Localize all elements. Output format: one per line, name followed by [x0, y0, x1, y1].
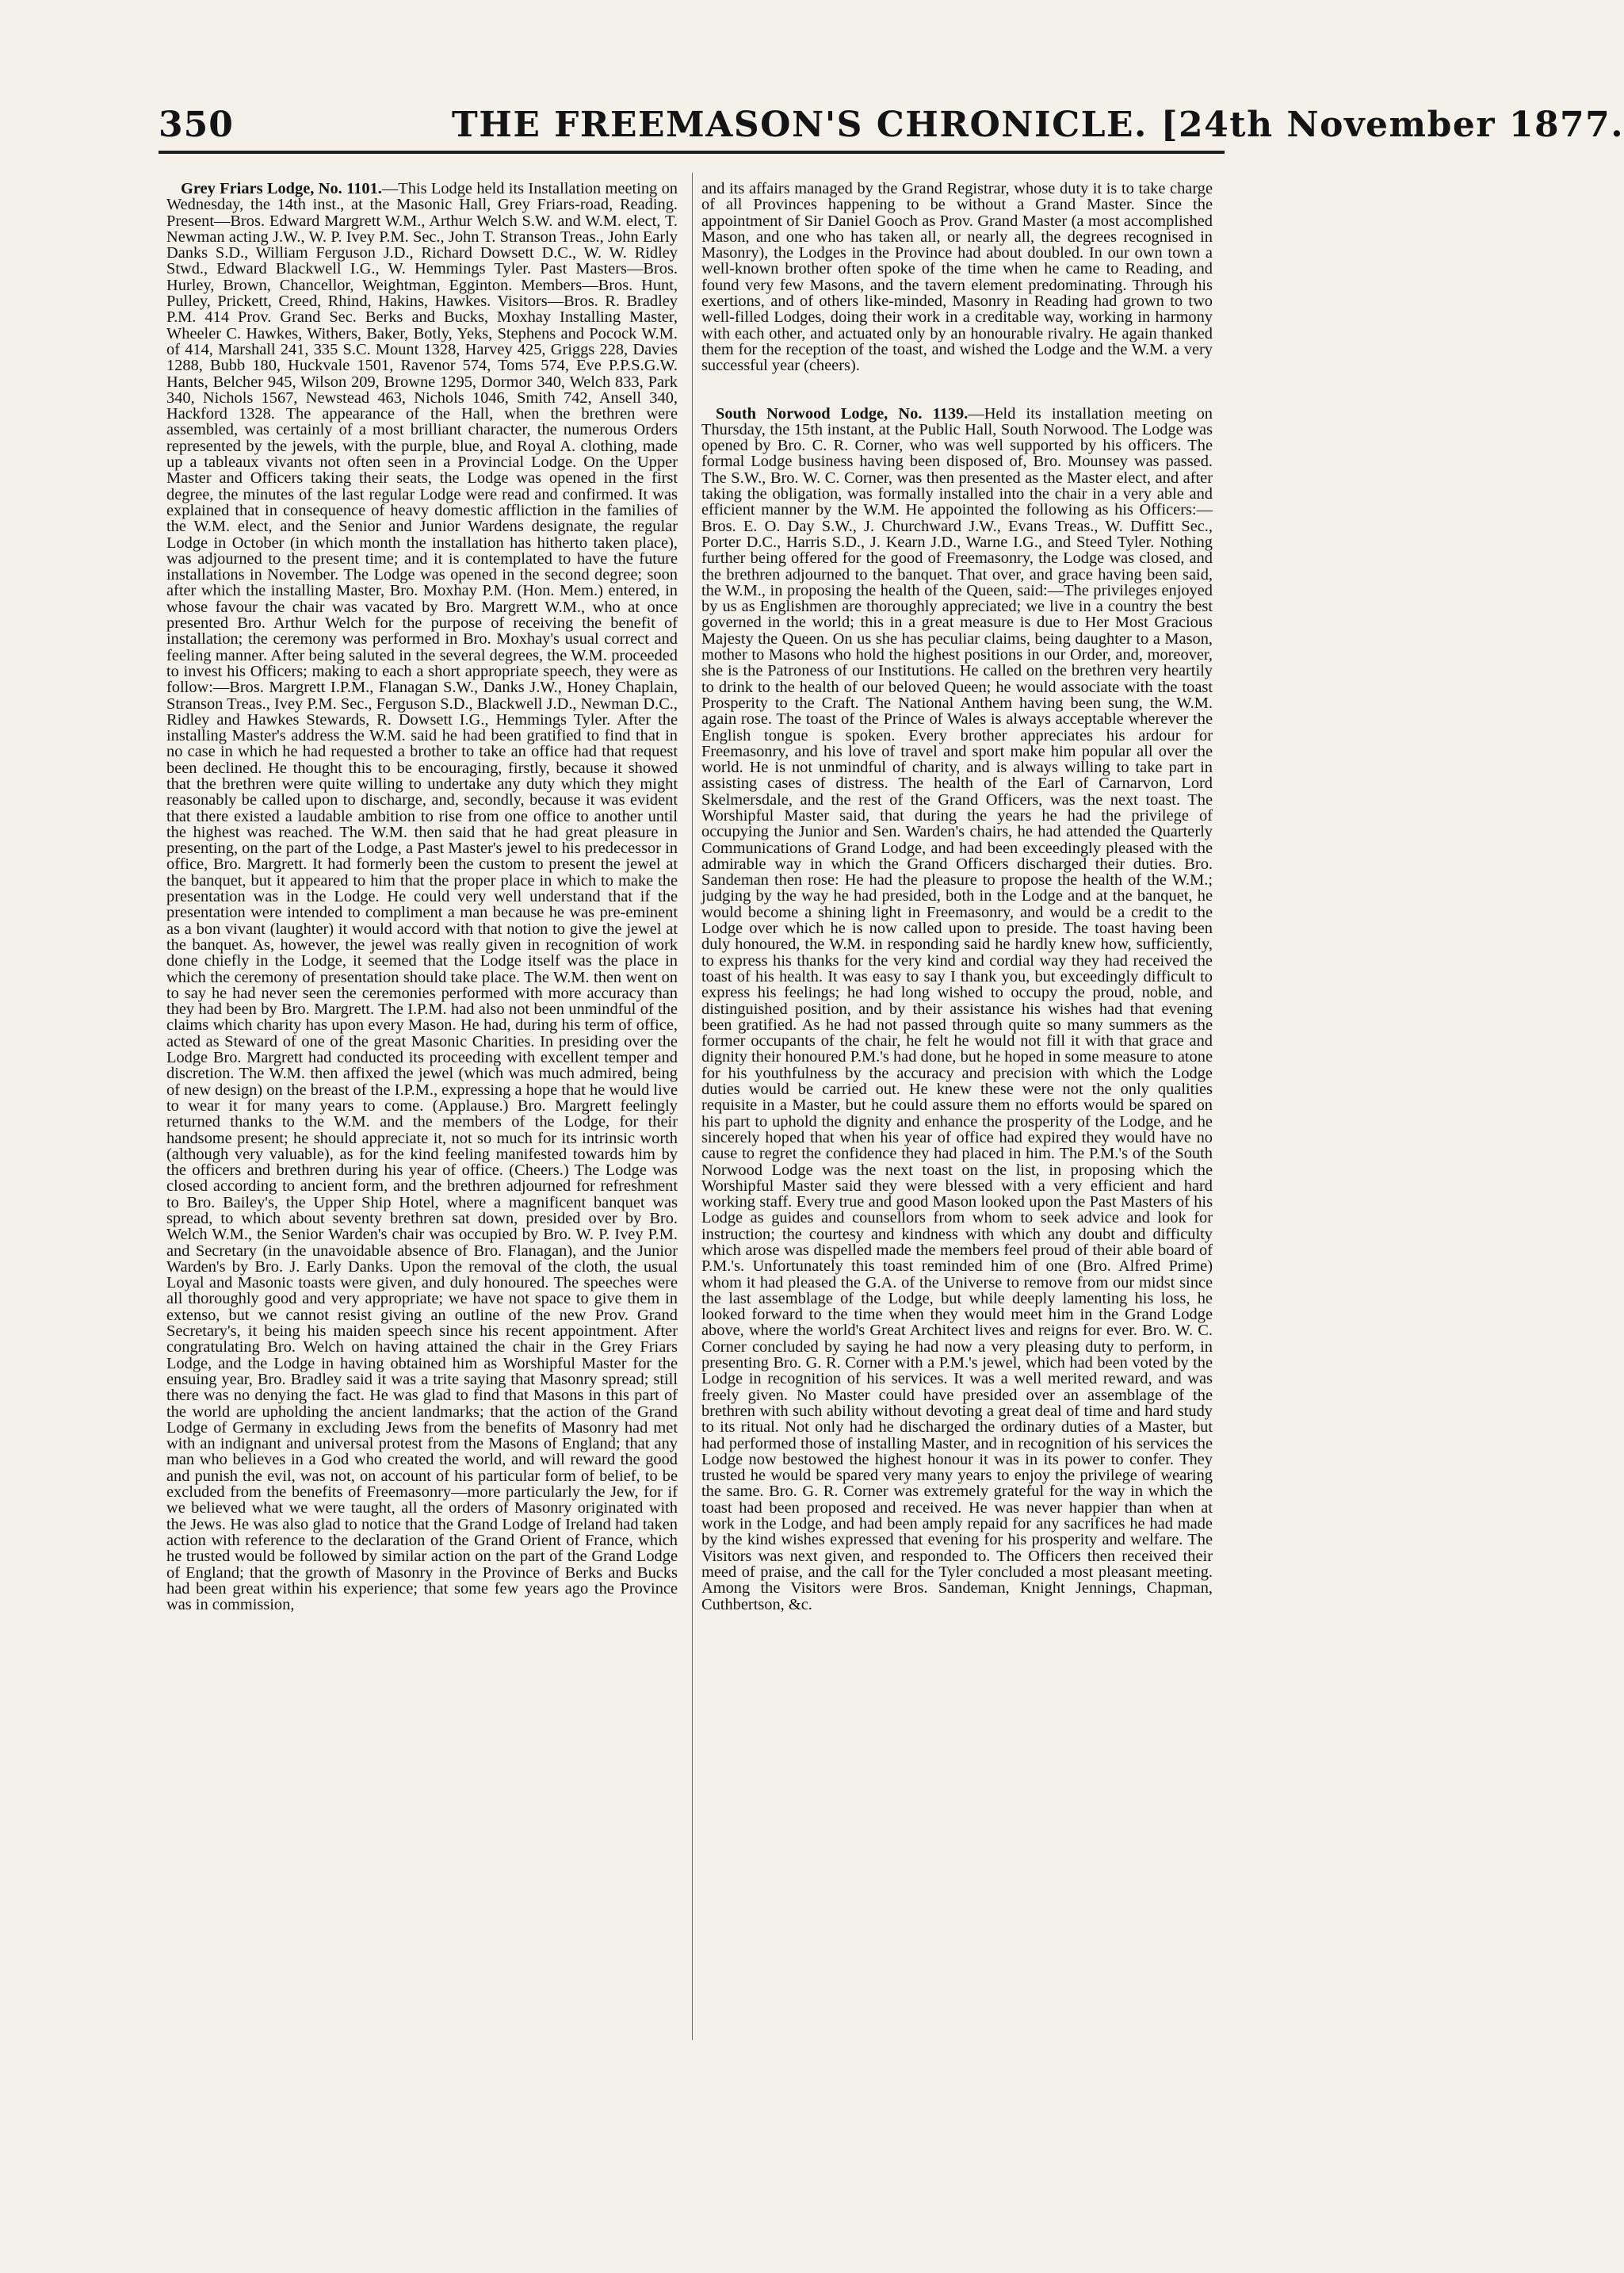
column-divider — [692, 173, 693, 2040]
lodge-report-south-norwood — [701, 406, 1213, 1613]
report-body: —This Lodge held its Installation meeting on Wednesday, the 14th inst., at the Masonic Hall, Grey Friars-road, Reading. Present—Bros. Edward Margrett W.M., Arthur Welch S.W. and W.M. elect, T. Newman acting J.W., W. P. Ivey P.M. Sec., John T. Stranson Treas., John Early Danks S.D., William Ferguson J.D., Richard Dowsett D.C., W. W. Ridley Stwd., Edward Blackwell I.G., W. Hemmings Tyler. Past Masters—Bros. Hurley, Brown, Chancellor, Weightman, Egginton. Members—Bros. Hunt, Pulley, Prickett, Creed, Rhind, Hakins, Hawkes. Visitors—Bros. R. Bradley P.M. 414 Prov. Grand Sec. Berks and Bucks, Moxhay Installing Master, Wheeler C. Hawkes, Withers, Baker, Botly, Yeks, Stephens and Pocock W.M. of 414, Marshall 241, 335 S.C. Mount 1328, Harvey 425, Griggs 228, Davies 1288, Bubb 180, Huckvale 1501, Ravenor 574, Toms 574, Eve P.P.S.G.W. Hants, Belcher 945, Wilson 209, Browne 1295, Dormor 340, Welch 833, Park 340, Nichols 1567, Newstead 463, Nichols 1046, Smith 742, Ansell 340, Hackford 1328. The appearance of the Hall, when the brethren were assembled, was certainly of a most brilliant character, the numerous Orders represented by the jewels, with the purple, blue, and Royal A. clothing, made up a tableaux vivants not often seen in a Provincial Lodge. On the Upper Master and Officers taking their seats, the Lodge was opened in the first degree, the minutes of the last regular Lodge were read and confirmed. It was explained that in consequence of heavy domestic affliction in the families of the W.M. elect, and the Senior and Junior Wardens designate, the regular Lodge in October (in which month the installation has hitherto taken place), was adjourned to the present time; and it is contemplated to have the future installations in November. The Lodge was opened in the second degree; soon after which the installing Master, Bro. Moxhay P.M. (Hon. Mem.) entered, in whose favour the chair was vacated by Bro. Margrett W.M., who at once presented Bro. Arthur Welch for the purpose of receiving the benefit of installation; the ceremony was performed in Bro. Moxhay's usual correct and feeling manner. After being saluted in the several degrees, the W.M. proceeded to invest his Officers; making to each a short appropriate speech, they were as follow:—Bros. Margrett I.P.M., Flanagan S.W., Danks J.W., Honey Chaplain, Stranson Treas., Ivey P.M. Sec., Ferguson S.D., Blackwell J.D., Newman D.C., Ridley and Hawkes Stewards, R. Dowsett I.G., Hemmings Tyler. After the installing Master's address the W.M. said he had been gratified to find that in no case in which he had requested a brother to take an office had that request been declined. He thought this to be encouraging, firstly, because it showed that the brethren were quite willing to undertake any duty which they might reasonably be called upon to discharge, and, secondly, because it was evident that there existed a laudable ambition to rise from one office to another until the highest was reached. The W.M. then said that he had great pleasure in presenting, on the part of the Lodge, a Past Master's jewel to his predecessor in office, Bro. Margrett. It had formerly been the custom to present the jewel at the banquet, but it appeared to him that the proper place in which to make the presentation was in the Lodge. He could very well understand that if the presentation were intended to compliment a man because he was pre-eminent as a bon vivant (laughter) it would accord with that notion to give the jewel at the banquet. As, however, the jewel was really given in recognition of work done chiefly in the Lodge, it seemed that the Lodge itself was the place in which the ceremony of presentation should take place. The W.M. then went on to say he had never seen the ceremonies performed with more accuracy than they had been by Bro. Margrett. The I.P.M. had also not been unmindful of the claims which charity has upon every Mason. He had, during his term of office, acted as Steward of one of the great Masonic Charities. In presiding over the Lodge Bro. Margrett had conducted its proceeding with excellent temper and discretion. The W.M. then affixed the jewel (which was much admired, being of new design) on the breast of the I.P.M., expressing a hope that he would live to wear it for many years to come. (Applause.) Bro. Margrett feelingly returned thanks to the W.M. and the members of the Lodge, for their handsome present; he should appreciate it, not so much for its intrinsic worth (although very valuable), as for the kind feeling manifested towards him by the officers and brethren during his year of office. (Cheers.) The Lodge was closed according to ancient form, and the brethren adjourned for refreshment to Bro. Bailey's, the Upper Ship Hotel, where a magnificent banquet was spread, to which about seventy brethren sat down, presided over by Bro. Welch W.M., the Senior Warden's chair was occupied by Bro. W. P. Ivey P.M. and Secretary (in the unavoidable absence of Bro. Flanagan), and the Junior Warden's by Bro. J. Early Danks. Upon the removal of the cloth, the usual Loyal and Masonic toasts were given, and duly honoured. The speeches were all thoroughly good and very appropriate; we have not space to give them in extenso, but we cannot resist giving an outline of the new Prov. Grand Secretary's, it being his maiden speech since his recent appointment. After congratulating Bro. Welch on having attained the chair in the Grey Friars Lodge, and the Lodge in having obtained him as Worshipful Master for the ensuing year, Bro. Bradley said it was a trite saying that Masonry spread; still there was no denying the fact. He was glad to find that Masons in this part of the world are upholding the ancient landmarks; that the action of the Grand Lodge of Germany in excluding Jews from the benefits of Masonry had met with an indignant and universal protest from the Masons of England; that any man who believes in a God who created the world, and will reward the good and punish the evil, was not, on account of his particular form of belief, to be excluded from the benefits of Freemasonry—more particularly the Jew, for if we believed what we were taught, all the orders of Masonry originated with the Jews. He was also glad to notice that the Grand Lodge of Ireland had taken action with reference to the declaration of the Grand Orient of France, which he trusted would be followed by similar action on the part of the Grand Lodge of England; that the growth of Masonry in the Province of Berks and Bucks had been great within his experience; that some few years ago the Province was in commission, — [166, 180, 678, 1614]
masthead: THE FREEMASON'S CHRONICLE. [24th November 1877. — [452, 105, 1624, 145]
report-heading: Grey Friars Lodge, No. 1101. — [181, 180, 382, 197]
header-rule — [159, 151, 1225, 154]
lodge-report-grey-friars — [166, 181, 678, 1613]
page-number: 350 — [159, 105, 234, 145]
section-gap — [701, 374, 1213, 406]
report-body: —Held its installation meeting on Thursday, the 15th instant, at the Public Hall, South Norwood. The Lodge was opened by Bro. C. R. Corner, who was well supported by his officers. The formal Lodge business having been disposed of, Bro. Mounsey was passed. The S.W., Bro. W. C. Corner, was then presented as the Master elect, and after taking the obligation, was formally installed into the chair in a very able and efficient manner by the W.M. He appointed the following as his Officers:—Bros. E. O. Day S.W., J. Churchward J.W., Evans Treas., W. Duffitt Sec., Porter D.C., Harris S.D., J. Kearn J.D., Warne I.G., and Steed Tyler. Nothing further being offered for the good of Freemasonry, the Lodge was closed, and the brethren adjourned to the banquet. That over, and grace having been said, the W.M., in proposing the health of the Queen, said:—The privileges enjoyed by us as Englishmen are thoroughly appreciated; we live in a country the best governed in the world; this in a great measure is due to Her Most Gracious Majesty the Queen. On us she has peculiar claims, being daughter to a Mason, mother to Masons who hold the highest positions in our Order, and, moreover, she is the Patroness of our Institutions. He called on the brethren very heartily to drink to the health of our beloved Queen; he would associate with the toast Prosperity to the Craft. The National Anthem having been sung, the W.M. again rose. The toast of the Prince of Wales is always acceptable wherever the English tongue is spoken. Every brother appreciates his ardour for Freemasonry, and his love of travel and sport make him popular all over the world. He is not unmindful of charity, and is always willing to take part in assisting cases of distress. The health of the Earl of Carnarvon, Lord Skelmersdale, and the rest of the Grand Officers, was the next toast. The Worshipful Master said, that during the years he had the privilege of occupying the Junior and Sen. Warden's chairs, he had attended the Quarterly Communications of Grand Lodge, and had been exceedingly pleased with the admirable way in which the Grand Officers discharged their duties. Bro. Sandeman then rose: He had the pleasure to propose the health of the W.M.; judging by the way he had presided, both in the Lodge and at the banquet, he would become a shining light in Freemasonry, and would be a credit to the Lodge over which he is now called upon to preside. The toast having been duly honoured, the W.M. in responding said he hardly knew how, sufficiently, to express his thanks for the very kind and cordial way they had received the toast of his health. It was easy to say I thank you, but exceedingly difficult to express his feelings; he had long wished to occupy the proud, noble, and distinguished position, and by their assistance his wishes had that evening been gratified. As he had not passed through quite so many summers as the former occupants of the chair, he felt he would not fill it with that grace and dignity their honoured P.M.'s had done, but he hoped in some measure to atone for his youthfulness by the accuracy and precision with which the Lodge duties would be carried out. He knew these were not the only qualities requisite in a Master, but he could assure them no efforts would be spared on his part to uphold the dignity and enhance the prosperity of the Lodge, and he sincerely hoped that when his year of office had expired they would have no cause to regret the confidence they had placed in him. The P.M.'s of the South Norwood Lodge was the next toast on the list, in proposing which the Worshipful Master said they were blessed with a very efficient and hard working staff. Every true and good Mason looked upon the Past Masters of his Lodge as guides and counsellors from whom to seek advice and look for instruction; the courtesy and kindness with which any doubt and difficulty which arose was dispelled made the members feel proud of their able board of P.M.'s. Unfortunately this toast reminded him of one (Bro. Alfred Prime) whom it had pleased the G.A. of the Universe to remove from our midst since the last assemblage of the Lodge, but while deeply lamenting his loss, he looked forward to the time when they would meet him in the Grand Lodge above, where the world's Great Architect lives and reigns for ever. Bro. W. C. Corner concluded by saying he had now a very pleasing duty to perform, in presenting Bro. G. R. Corner with a P.M.'s jewel, which had been voted by the Lodge in recognition of his services. It was a well merited reward, and was freely given. No Master could have presided over an assemblage of the brethren with such ability without devoting a great deal of time and hard study to its ritual. Not only had he discharged the ordinary duties of a Master, but had performed those of installing Master, and in recognition of his services the Lodge now bestowed the highest honour it was in its power to confer. They trusted he would be spared very many years to enjoy the privilege of wearing the same. Bro. G. R. Corner was extremely grateful for the way in which the toast had been proposed and received. He was never happier than when at work in the Lodge, and had been amply repaid for any sacrifices he had made by the kind wishes expressed that evening for his prosperity and welfare. The Visitors was next given, and responded to. The Officers then received their meed of praise, and the call for the Tyler concluded a most pleasant meeting. Among the Visitors were Bros. Sandeman, Knight Jennings, Chapman, Cuthbertson, &c. — [701, 404, 1213, 1613]
report-heading: South Norwood Lodge, No. 1139. — [716, 404, 969, 423]
left-column — [166, 181, 678, 1613]
lodge-report-grey-friars-continued: and its affairs managed by the Grand Registrar, whose duty it is to take charge of all Provinces happening to be without a Grand Master. Since the appointment of Sir Daniel Gooch as Prov. Grand Master (a most accomplished Mason, and one who has taken all, or nearly all, the degrees recognised in Masonry), the Lodges in the Province had about doubled. In our own town a well-known brother often spoke of the time when he came to Reading, and found very few Masons, and the tavern element predominating. Through his exertions, and of others like-minded, Masonry in Reading had grown to two well-filled Lodges, doing their work in a creditable way, working in harmony with each other, and actuated only by an honourable rivalry. He again thanked them for the reception of the toast, and wished the Lodge and the W.M. a very successful year (cheers). — [701, 180, 1213, 375]
right-column — [701, 181, 1213, 1613]
